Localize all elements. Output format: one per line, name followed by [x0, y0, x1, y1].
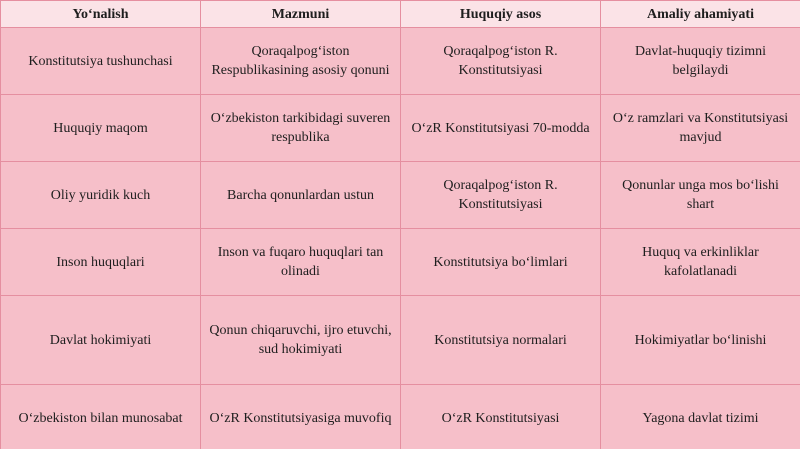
- table-cell: Qonun chiqaruvchi, ijro etuvchi, sud hokimiyati: [201, 296, 401, 385]
- table-cell: O‘zbekiston bilan munosabat: [1, 385, 201, 449]
- table-cell: Qonunlar unga mos bo‘lishi shart: [601, 162, 800, 229]
- table-cell: O‘zR Konstitutsiyasiga muvofiq: [201, 385, 401, 449]
- table-cell: Davlat-huquqiy tizimni belgilaydi: [601, 28, 800, 95]
- table-cell: O‘z ramzlari va Konstitutsiyasi mavjud: [601, 95, 800, 162]
- table-cell: Konstitutsiya tushunchasi: [1, 28, 201, 95]
- table-cell: Inson va fuqaro huquqlari tan olinadi: [201, 229, 401, 296]
- table-row: [1, 296, 800, 385]
- table-cell: Hokimiyatlar bo‘linishi: [601, 296, 800, 385]
- table-cell: Qoraqalpog‘iston Respublikasining asosiy qonuni: [201, 28, 401, 95]
- table-cell: Qoraqalpog‘iston R. Konstitutsiyasi: [401, 162, 601, 229]
- table-cell: O‘zR Konstitutsiyasi: [401, 385, 601, 449]
- table-row: [1, 28, 800, 95]
- table-row: [1, 385, 800, 449]
- table-cell: Davlat hokimiyati: [1, 296, 201, 385]
- table-cell: Konstitutsiya bo‘limlari: [401, 229, 601, 296]
- header-legal-basis: Huquqiy asos: [401, 1, 601, 28]
- table-cell: Yagona davlat tizimi: [601, 385, 800, 449]
- header-content: Mazmuni: [201, 1, 401, 28]
- table-cell: Barcha qonunlardan ustun: [201, 162, 401, 229]
- table-cell: O‘zbekiston tarkibidagi suveren respublika: [201, 95, 401, 162]
- header-direction: Yo‘nalish: [1, 1, 201, 28]
- table-cell: Konstitutsiya normalari: [401, 296, 601, 385]
- table-cell: Inson huquqlari: [1, 229, 201, 296]
- table-row: [1, 162, 800, 229]
- table-row: [1, 95, 800, 162]
- table-row: [1, 229, 800, 296]
- header-row: [1, 1, 800, 28]
- table-cell: O‘zR Konstitutsiyasi 70-modda: [401, 95, 601, 162]
- header-practical-significance: Amaliy ahamiyati: [601, 1, 800, 28]
- table-cell: Huquq va erkinliklar kafolatlanadi: [601, 229, 800, 296]
- table-cell: Oliy yuridik kuch: [1, 162, 201, 229]
- table-cell: Qoraqalpog‘iston R. Konstitutsiyasi: [401, 28, 601, 95]
- table-cell: Huquqiy maqom: [1, 95, 201, 162]
